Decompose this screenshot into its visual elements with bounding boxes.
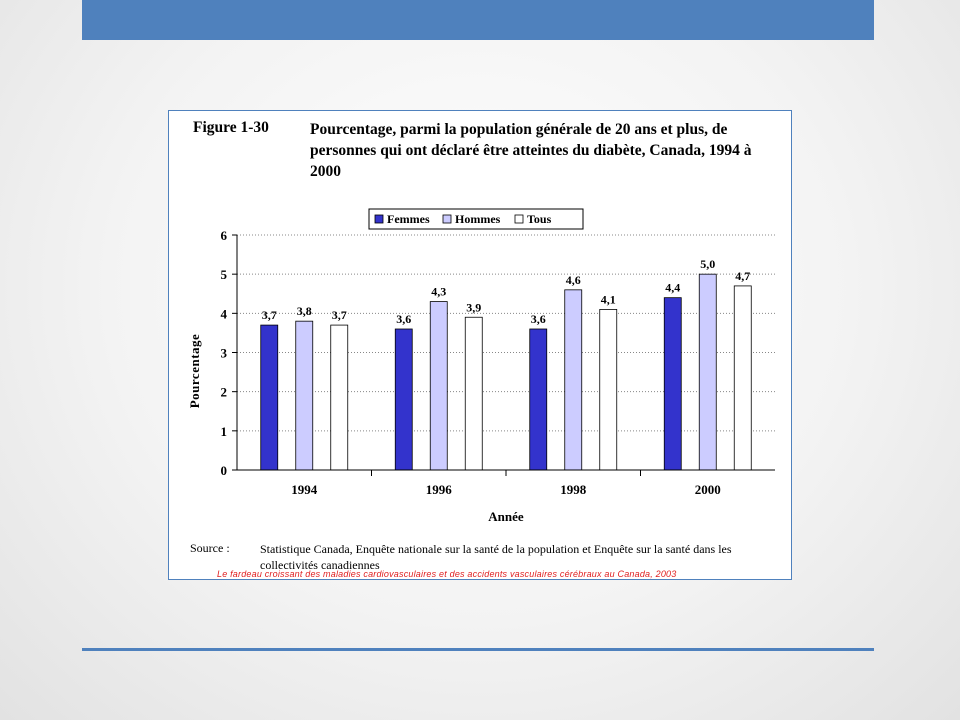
data-label: 3,6 [396,312,412,326]
x-tick-label: 1994 [291,482,318,497]
bar-hommes-1996 [430,302,447,470]
bar-femmes-1994 [261,325,278,470]
y-tick-label: 5 [220,267,227,283]
attribution-text: Le fardeau croissant des maladies cardiovasculaires et des accidents vasculaires cérébraux au Canada, 2003 [217,569,677,579]
slide-bottom-rule [82,648,874,651]
data-label: 4,1 [600,292,616,307]
data-label: 3,9 [466,300,482,315]
data-label: 4,6 [565,272,581,287]
bar-tous-1996 [465,317,482,470]
bar-femmes-2000 [664,298,681,470]
x-tick-label: 1998 [560,482,587,497]
legend-swatch-tous [515,215,523,223]
legend-label: Femmes [387,212,430,226]
figure-frame [168,110,792,580]
chart-bars [261,257,752,470]
x-axis-label: Année [488,509,524,524]
data-label: 3,7 [331,308,347,323]
data-label: 4,7 [735,268,751,283]
chart-grid [237,235,775,431]
x-tick-label: 2000 [694,482,721,497]
source-text: Statistique Canada, Enquête nationale sur la santé de la population et Enquête sur la santé dans les collectivités canadiennes [260,542,732,572]
figure-number: Figure 1-30 [193,119,269,136]
legend-label: Hommes [455,212,501,226]
bar-hommes-1998 [565,290,582,470]
y-axis-label: Pourcentage [187,333,202,409]
bar-hommes-1994 [296,321,313,470]
bar-femmes-1996 [395,329,412,470]
x-tick-label: 1996 [425,482,452,497]
data-label: 4,4 [665,280,681,295]
y-tick-label: 1 [220,423,227,439]
data-label: 5,0 [700,257,716,272]
legend-label: Tous [527,212,552,226]
legend-swatch-femmes [375,215,383,223]
source-label: Source : [190,541,230,555]
chart-legend [369,209,583,229]
y-tick-label: 6 [220,228,227,243]
y-tick-label: 0 [220,463,227,478]
data-label: 3,8 [296,304,312,319]
bar-tous-1998 [600,309,617,470]
y-tick-label: 4 [220,306,227,322]
figure-title: Pourcentage, parmi la population générale de 20 ans et plus, de personnes qui ont déclaré être atteintes du diabète, Canada, 1994 à 2000 [310,121,752,180]
bar-femmes-1998 [530,329,547,470]
y-tick-label: 3 [220,345,227,361]
legend-swatch-hommes [443,215,451,223]
y-tick-label: 2 [220,384,227,400]
bar-tous-1994 [331,325,348,470]
data-label: 3,7 [261,308,277,323]
slide-title-bar [82,0,874,40]
data-label: 3,6 [530,312,546,326]
bar-tous-2000 [734,286,751,470]
bar-chart [169,111,791,579]
bar-hommes-2000 [699,274,716,470]
data-label: 4,3 [431,284,447,299]
